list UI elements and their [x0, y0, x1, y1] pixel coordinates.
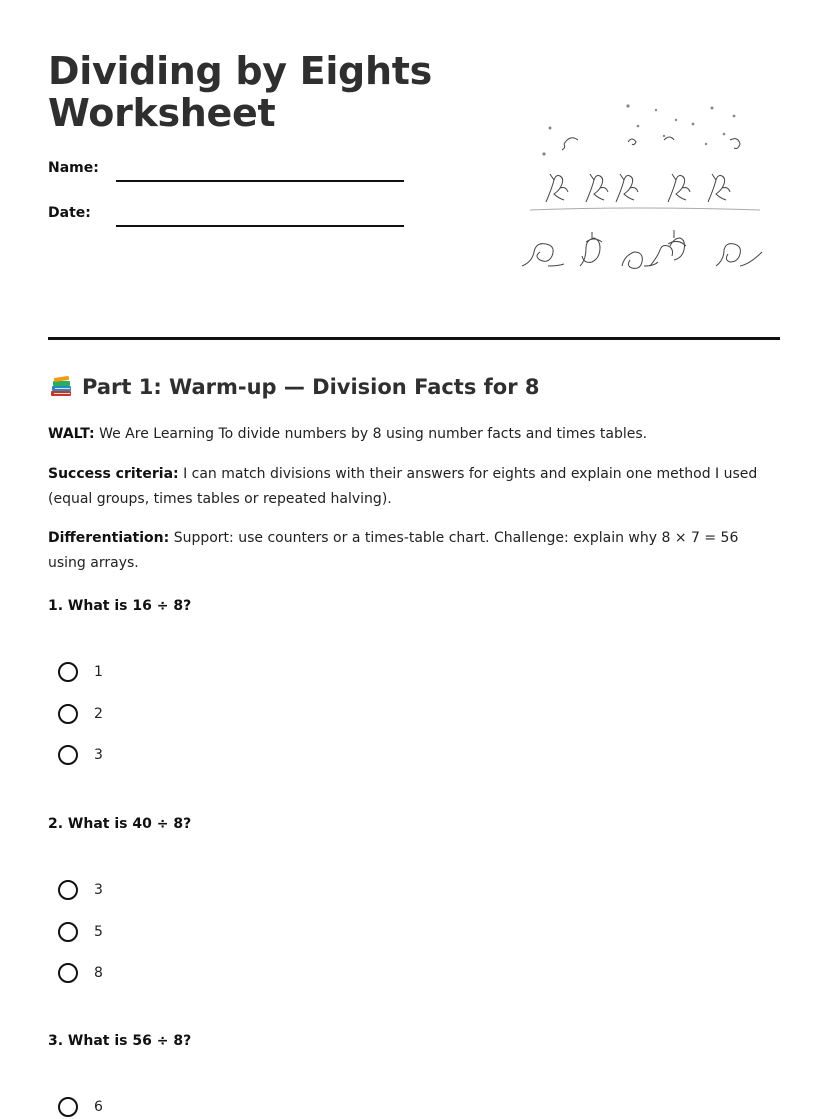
name-field[interactable]	[116, 180, 404, 182]
radio-button[interactable]	[58, 745, 78, 765]
worksheet-title: Dividing by Eights Worksheet	[48, 49, 432, 135]
kangaroo-row	[546, 174, 730, 202]
stars-decoration	[542, 104, 735, 155]
question-1: 1. What is 16 ÷ 8?	[48, 598, 192, 614]
radio-button[interactable]	[58, 963, 78, 983]
walt-text: We Are Learning To divide numbers by 8 using number facts and times tables.	[94, 426, 648, 442]
q1-option-3[interactable]	[58, 743, 103, 767]
differentiation-text: Support: use counters or a times-table chart. Challenge: explain why 8 × 7 = 56 using arrays.	[48, 530, 739, 571]
kangaroos-stars-illustration	[518, 98, 768, 273]
differentiation-label: Differentiation:	[48, 530, 170, 546]
option-label: 2	[94, 706, 103, 722]
walt-label: WALT:	[48, 426, 95, 442]
part1-heading	[48, 374, 540, 400]
option-label: 3	[94, 747, 103, 763]
success-criteria-text: I can match divisions with their answers for eights and explain one method I used (equal groups, times tables or repeated halving).	[48, 466, 758, 507]
q2-option-2[interactable]	[58, 920, 103, 944]
date-label: Date:	[48, 205, 91, 221]
walt-paragraph	[48, 422, 778, 447]
option-label: 1	[94, 664, 103, 680]
radio-button[interactable]	[58, 662, 78, 682]
radio-button[interactable]	[58, 880, 78, 900]
books-icon	[48, 374, 74, 400]
q2-option-3[interactable]	[58, 961, 103, 985]
success-criteria-paragraph	[48, 462, 778, 512]
q1-option-2[interactable]	[58, 702, 103, 726]
radio-button[interactable]	[58, 704, 78, 724]
question-2: 2. What is 40 ÷ 8?	[48, 816, 192, 832]
radio-button[interactable]	[58, 922, 78, 942]
option-label: 8	[94, 965, 103, 981]
option-label: 6	[94, 1099, 103, 1115]
option-label: 5	[94, 924, 103, 940]
q2-option-1[interactable]	[58, 878, 103, 902]
question-3: 3. What is 56 ÷ 8?	[48, 1033, 192, 1049]
part1-heading-text: Part 1: Warm-up — Division Facts for 8	[82, 375, 540, 399]
q1-option-1[interactable]	[58, 660, 103, 684]
date-field[interactable]	[116, 225, 404, 227]
differentiation-paragraph	[48, 526, 778, 576]
q3-option-1[interactable]	[58, 1095, 103, 1119]
radio-button[interactable]	[58, 1097, 78, 1117]
option-label: 3	[94, 882, 103, 898]
curly-row	[522, 230, 762, 268]
success-criteria-label: Success criteria:	[48, 466, 179, 482]
name-label: Name:	[48, 160, 99, 176]
section-divider	[48, 337, 780, 340]
